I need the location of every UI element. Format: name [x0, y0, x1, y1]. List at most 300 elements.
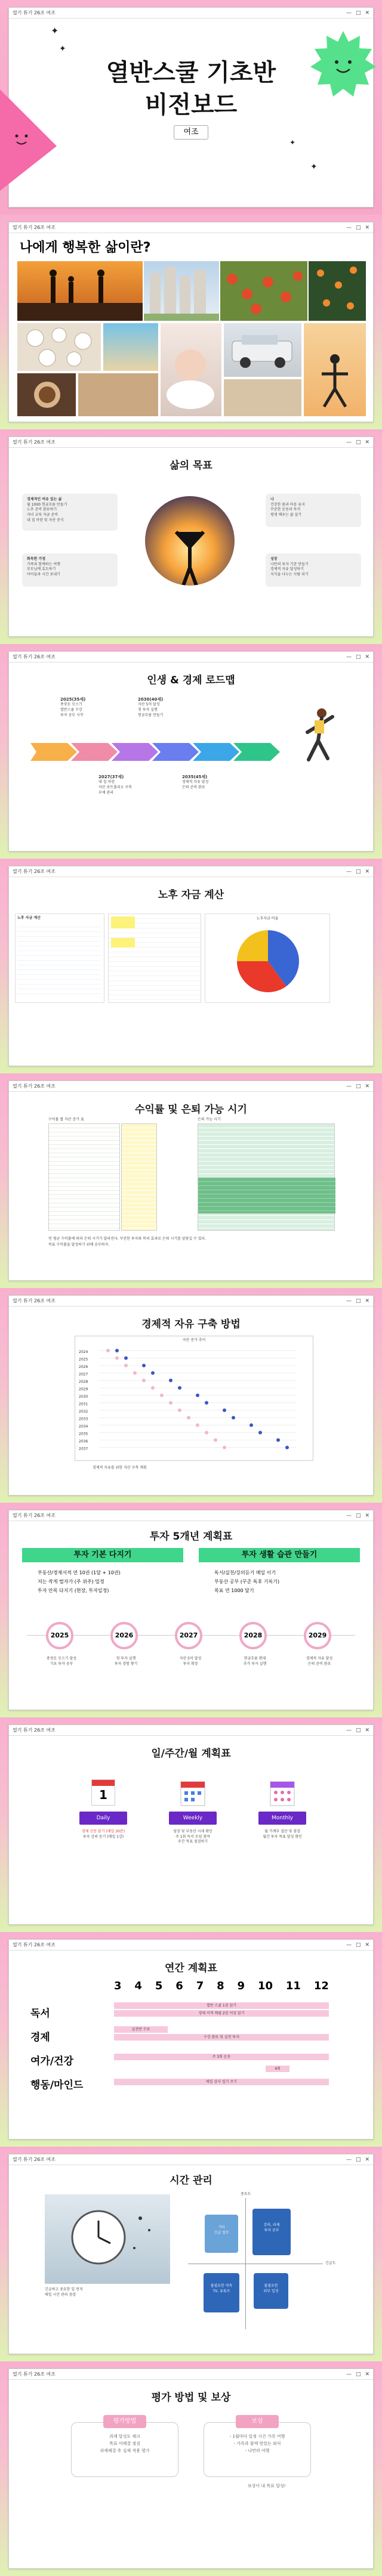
data-point	[258, 1431, 262, 1434]
plan-line: 투자 안목 다지기 (현장, 투자일정)	[38, 1588, 109, 1594]
window	[8, 1295, 374, 1496]
spreadsheet-title: 노후 자금 계산	[17, 916, 41, 920]
roadmap-line: 자산 포트폴리오 구축	[98, 785, 132, 789]
data-point	[178, 1386, 181, 1389]
month-header	[114, 1980, 329, 1992]
goal-box-me	[266, 494, 361, 527]
maximize-icon[interactable]: □	[355, 10, 361, 16]
spreadsheet-left	[15, 914, 104, 1003]
photo-cafe	[78, 373, 158, 416]
row-label: 경제	[30, 2032, 50, 2044]
sparkle-icon: ✦	[289, 138, 296, 147]
goal-line: 건강한 몸과 마음 유지	[270, 502, 305, 507]
goal-line: 가족과 함께하는 여행	[27, 562, 60, 566]
year-desc: 종잣돈 모으기 달성 기초 투자 공부	[46, 1657, 77, 1666]
close-icon[interactable]: ✕	[365, 224, 369, 231]
data-point	[151, 1371, 155, 1374]
year-desc: 현금흐름 확대 추가 투자 실행	[243, 1657, 267, 1666]
plan-line: 부동산 공부 (꾸준 독후 기록기)	[214, 1579, 280, 1585]
close-icon[interactable]: ✕	[365, 654, 369, 660]
slide-title: 인생 & 경제 로드맵	[147, 674, 235, 686]
year-tick-label: 2031	[79, 1402, 88, 1407]
year-circle	[304, 1622, 331, 1649]
photo-beach	[103, 323, 158, 371]
minimize-icon[interactable]: —	[346, 1298, 352, 1304]
roadmap-line: 투자 공부 시작	[60, 713, 84, 717]
data-point	[151, 1386, 155, 1389]
spreadsheet-retire	[198, 1123, 335, 1231]
data-point	[115, 1356, 119, 1360]
maximize-icon[interactable]: □	[355, 1727, 361, 1733]
slide-title: 투자 5개년 계획표	[149, 1531, 233, 1543]
plan-line: 저는 작게 벌자가 (주 위주) 밀정	[38, 1579, 104, 1585]
month-label: 5	[155, 1980, 163, 1992]
plan-line: 부동산/경제서적 연 10권 (1달 + 10권)	[38, 1570, 121, 1575]
gantt-bar: 주 3회 운동	[114, 2054, 329, 2060]
maximize-icon[interactable]: □	[355, 224, 361, 231]
maximize-icon[interactable]: □	[355, 1942, 361, 1948]
arrow-6	[233, 743, 280, 761]
roadmap-item	[98, 774, 132, 795]
window	[8, 651, 374, 852]
eval-head: 평가방법	[113, 2418, 137, 2425]
year-circle	[46, 1622, 73, 1649]
year-label: 2028	[244, 1631, 263, 1639]
window-title: 열기 튜기 26조 여조	[13, 1942, 56, 1948]
row-label: 독서	[30, 2008, 50, 2020]
monthly-label	[258, 1812, 306, 1825]
year-tick-label: 2024	[79, 1349, 88, 1354]
close-icon[interactable]: ✕	[365, 868, 369, 875]
arrow-1	[30, 743, 77, 761]
goal-line: 월 1000 현금흐름 만들기	[27, 502, 67, 507]
goal-line: 평생 배우는 삶 살기	[270, 513, 302, 518]
daily-desc: 경제 신문 읽기 (매일 30분) 투자 강의 듣기 (매일 1강)	[81, 1829, 125, 1839]
minimize-icon[interactable]: —	[346, 654, 352, 660]
gantt-bar: 경제 서적 매월 2권 이상 읽기	[114, 2010, 329, 2017]
maximize-icon[interactable]: □	[355, 1512, 361, 1519]
year-tick-label: 2025	[79, 1357, 88, 1362]
reward-line: - 1월마다 일정 시간 가족 여행	[229, 2434, 285, 2439]
data-point	[214, 1438, 217, 1442]
photo-coffee	[17, 373, 76, 416]
photo-caption: 긴급하고 중요한 일 먼저 매일 시간 관리 점검	[45, 2287, 83, 2297]
minimize-icon[interactable]: —	[346, 2371, 352, 2377]
window	[8, 436, 374, 637]
slide-title: 일/주간/월 계획표	[151, 1748, 231, 1760]
maximize-icon[interactable]: □	[355, 1298, 361, 1304]
window-title: 열기 튜기 26조 여조	[13, 654, 56, 660]
arrow-5	[193, 743, 239, 761]
titlebar	[9, 1725, 373, 1736]
month-label: 3	[114, 1980, 122, 1992]
titlebar	[9, 1510, 373, 1521]
slide-title: 평가 방법 및 보상	[151, 2392, 231, 2404]
gantt-bar: 열반 스쿨 1권 읽기	[114, 2002, 329, 2009]
minimize-icon[interactable]: —	[346, 1083, 352, 1089]
month-label: 7	[196, 1980, 204, 1992]
data-point	[205, 1431, 208, 1434]
subtitle: 여조	[183, 128, 199, 137]
year-desc: 경제적 자유 달성 은퇴 준비 완료	[306, 1657, 333, 1666]
slide-11	[0, 2147, 382, 2361]
goal-box-family	[22, 553, 118, 587]
goal-box-economy	[22, 494, 118, 531]
plan-col1-head	[22, 1548, 183, 1562]
roadmap-line: 종잣돈 모으기	[60, 702, 82, 707]
data-point	[169, 1401, 172, 1404]
slide-10	[0, 1932, 382, 2147]
plan-col1-body	[22, 1563, 183, 1605]
plan-col1-title: 투자 기본 다지기	[73, 1550, 132, 1559]
goal-line: 내 집 마련 및 자산 증식	[27, 518, 64, 522]
slide-title: 경제적 자유 구축 방법	[141, 1318, 241, 1330]
main-title-line1: 열반스쿨 기초반	[106, 59, 276, 86]
roadmap-item	[60, 696, 85, 718]
photo-baby	[161, 323, 221, 416]
calendar-daily-icon	[91, 1779, 115, 1806]
roadmap-year: 2035(45세)	[182, 775, 208, 779]
minimize-icon[interactable]: —	[346, 1727, 352, 1733]
year-label: 2025	[50, 1631, 69, 1639]
photo-tree	[309, 261, 366, 321]
plan-col2-body	[199, 1563, 360, 1605]
close-icon[interactable]: ✕	[365, 1727, 369, 1733]
gantt-bar: 매일 감사 일기 쓰기	[114, 2079, 329, 2085]
titlebar	[9, 1940, 373, 1950]
window-title: 열기 튜기 26조 여조	[13, 1513, 56, 1518]
year-tick-label: 2032	[79, 1409, 88, 1414]
slide-4	[0, 644, 382, 859]
eval-line: 목표 미해결 점검	[109, 2441, 140, 2446]
main-title-line2: 비전보드	[144, 91, 238, 119]
year-tick-label: 2037	[79, 1447, 88, 1451]
maximize-icon[interactable]: □	[355, 868, 361, 875]
titlebar	[9, 866, 373, 877]
year-label: 2027	[179, 1631, 198, 1639]
close-icon[interactable]: ✕	[365, 1942, 369, 1948]
data-point	[276, 1438, 280, 1442]
axis-label-importance: 중요도	[241, 2192, 251, 2196]
year-tick-label: 2035	[79, 1432, 88, 1436]
left-caption: 수익률 별 자산 증가 표	[48, 1117, 84, 1122]
roadmap-year: 2027(37세)	[98, 775, 124, 779]
data-point	[223, 1408, 226, 1412]
window	[8, 222, 374, 422]
goal-line: 나만의 투자 기준 만들기	[270, 562, 309, 566]
data-point	[124, 1364, 128, 1367]
year-label: 2029	[308, 1631, 327, 1639]
year-tick-label: 2029	[79, 1387, 88, 1392]
roadmap-line: 현금흐름 만들기	[138, 713, 164, 717]
chart-title: 노후자금 비율	[256, 917, 279, 921]
slide-title: 나에게 행복한 삶이란?	[20, 240, 151, 255]
minimize-icon[interactable]: —	[346, 439, 352, 445]
slide-6	[0, 1073, 382, 1288]
spreadsheet-middle	[108, 914, 201, 1003]
photo-suv	[224, 323, 301, 377]
close-icon[interactable]: ✕	[365, 1298, 369, 1304]
goal-head: 성장	[270, 557, 278, 561]
window	[8, 1080, 374, 1281]
gantt-bar-tag: 4회	[266, 2066, 289, 2072]
data-point	[133, 1371, 137, 1374]
slide-9	[0, 1717, 382, 1932]
daily-label-text: Daily	[96, 1815, 110, 1821]
roadmap-year: 2025(35세)	[60, 697, 86, 702]
data-point	[285, 1445, 289, 1449]
row-label: 여가/건강	[30, 2055, 73, 2067]
year-tick-label: 2030	[79, 1394, 88, 1399]
slide-5	[0, 859, 382, 1073]
roadmap-line: 내 집 마련	[98, 780, 115, 785]
titlebar	[9, 2369, 373, 2380]
roadmap-year: 2030(40세)	[138, 697, 164, 702]
roadmap-line: 경제적 자유 달성	[182, 780, 209, 785]
maximize-icon[interactable]: □	[355, 654, 361, 660]
data-point	[196, 1423, 199, 1427]
data-point	[178, 1408, 181, 1412]
month-label: 11	[285, 1980, 301, 1992]
goal-box-growth	[266, 553, 361, 587]
asset-chart-frame	[75, 1336, 313, 1461]
titlebar	[9, 1081, 373, 1092]
photo-sunset-person	[145, 496, 235, 586]
minimize-icon[interactable]: —	[346, 868, 352, 875]
goal-head: 나	[270, 497, 274, 501]
month-label: 10	[257, 1980, 273, 1992]
window-title: 열기 튜기 26조 여조	[13, 1083, 56, 1089]
titlebar	[9, 437, 373, 448]
weekly-desc: 임장 및 부동산 시세 확인 주 1회 독서 모임 참여 주간 목표 점검하기	[173, 1829, 212, 1844]
minimize-icon[interactable]: —	[346, 1942, 352, 1948]
reward-line: - 가족과 함께 맛있는 외식	[233, 2441, 281, 2446]
window-title: 열기 튜기 26조 여조	[13, 439, 56, 445]
data-point	[142, 1379, 146, 1382]
data-point	[223, 1445, 226, 1449]
maximize-icon[interactable]: □	[355, 1083, 361, 1089]
slide-7	[0, 1288, 382, 1503]
eval-line: 과제 달성도 체크	[109, 2434, 140, 2439]
year-circle	[110, 1622, 138, 1649]
calendar-monthly-icon	[269, 1778, 295, 1807]
pie-slice	[237, 930, 268, 961]
quadrant: 강의, 과제 투자 공부	[252, 2209, 291, 2255]
chart-note: 경제적 자유를 위한 자산 구축 계획	[93, 1466, 147, 1470]
data-point	[232, 1416, 235, 1419]
goal-line: 꾸준한 운동과 독서	[270, 507, 301, 512]
maximize-icon[interactable]: □	[355, 439, 361, 445]
goal-line: 부모님께 효도하기	[27, 567, 56, 572]
spreadsheet-yellow-col	[121, 1123, 157, 1231]
data-point	[160, 1394, 164, 1397]
maximize-icon[interactable]: □	[355, 2156, 361, 2163]
roadmap-line: 자산 5억 달성	[138, 702, 160, 707]
sparkle-icon: ✦	[51, 25, 59, 36]
gantt-bar: 수강 완료 및 실전 투자	[114, 2034, 329, 2041]
plan-col2-title: 투자 생활 습관 만들기	[241, 1550, 318, 1559]
slide-8	[0, 1503, 382, 1717]
roadmap-line: 열반스쿨 수강	[60, 707, 82, 712]
roadmap-line: 부채 관리	[98, 790, 114, 795]
quadrant: 기타 긴급 업무	[205, 2215, 238, 2253]
goal-head: 화목한 가정	[27, 557, 46, 561]
goal-line: 지식을 나누는 사람 되기	[270, 572, 309, 577]
note-line: 연 평균 수익률에 따라 은퇴 시기가 달라진다. 꾸준한 투자와 복리 효과로 은퇴 시기를 앞당길 수 있다.	[48, 1237, 207, 1241]
titlebar	[9, 652, 373, 662]
minimize-icon[interactable]: —	[346, 10, 352, 16]
quadrant: 불필요한 외부 일정	[254, 2273, 288, 2309]
window-title: 열기 튜기 26조 여조	[13, 225, 56, 230]
year-tick-label: 2034	[79, 1424, 88, 1429]
maximize-icon[interactable]: □	[355, 2371, 361, 2377]
weekly-label	[169, 1812, 217, 1825]
titlebar	[9, 222, 373, 233]
year-label: 2026	[115, 1631, 134, 1639]
data-point	[249, 1423, 253, 1427]
data-point	[187, 1416, 190, 1419]
year-tick-label: 2028	[79, 1379, 88, 1384]
asset-dot-chart	[75, 1343, 314, 1460]
window	[8, 1724, 374, 1925]
data-point	[196, 1394, 199, 1397]
plan-line: 독서/실천/강의듣기 매일 이기	[214, 1570, 276, 1575]
titlebar	[9, 2154, 373, 2165]
goal-line: 자녀 교육 자금 준비	[27, 513, 58, 518]
green-sun	[310, 31, 376, 97]
roadmap-item	[138, 696, 163, 718]
right-caption: 은퇴 가능 시기	[198, 1117, 221, 1122]
month-label: 4	[134, 1980, 142, 1992]
chart-frame	[205, 914, 330, 1003]
footnote: 보상이 내 목표 달성!	[248, 2484, 286, 2488]
slide-title: 삶의 목표	[170, 460, 212, 472]
reward-head-badge	[236, 2415, 279, 2428]
year-circle	[175, 1622, 202, 1649]
photo-fruit-market	[220, 261, 307, 321]
eval-line: 과제해결 후 실제 적용 평가	[100, 2448, 150, 2453]
year-tick-label: 2036	[79, 1439, 88, 1444]
arrow-4	[152, 743, 199, 761]
calendar-number: 1	[99, 1788, 107, 1802]
reward-line: - 나만의 여행	[245, 2448, 270, 2453]
weekly-label-text: Weekly	[183, 1815, 203, 1821]
window-title: 열기 튜기 26조 여조	[13, 10, 56, 16]
close-icon[interactable]: ✕	[365, 1083, 369, 1089]
window	[8, 2368, 374, 2569]
eval-head-badge	[103, 2415, 146, 2428]
data-point	[115, 1349, 119, 1352]
photo-clock	[45, 2194, 170, 2284]
runner-figure	[298, 705, 340, 776]
photo-apartments	[144, 261, 219, 321]
month-label: 6	[175, 1980, 183, 1992]
year-tick-label: 2026	[79, 1364, 88, 1369]
window-title: 열기 튜기 26조 여조	[13, 2157, 56, 2162]
close-icon[interactable]: ✕	[365, 10, 369, 16]
month-label: 12	[313, 1980, 329, 1992]
minimize-icon[interactable]: —	[346, 1512, 352, 1519]
slide-title: 연간 계획표	[164, 1962, 218, 1974]
titlebar	[9, 8, 373, 18]
month-label: 8	[217, 1980, 224, 1992]
data-point	[124, 1356, 128, 1360]
window-title: 열기 튜기 26조 여조	[13, 2371, 56, 2377]
close-icon[interactable]: ✕	[365, 2156, 369, 2163]
goal-line: 경제적 자유 달성하기	[270, 567, 304, 572]
data-point	[205, 1401, 208, 1404]
sparkle-icon: ✦	[59, 44, 66, 54]
roadmap-line: 첫 투자 실행	[138, 707, 158, 712]
photo-yoga	[304, 323, 366, 416]
window	[8, 2154, 374, 2354]
pink-triangle	[0, 89, 60, 191]
year-desc: 자산 5억 달성 투자 확장	[179, 1657, 202, 1666]
window-title: 열기 튜기 26조 여조	[13, 1298, 56, 1304]
photo-family-sunset	[17, 261, 143, 321]
close-icon[interactable]: ✕	[365, 439, 369, 445]
window	[8, 866, 374, 1066]
arrow-2	[71, 743, 118, 761]
sparkle-icon: ✦	[310, 162, 318, 172]
titlebar	[9, 1296, 373, 1306]
slide-1	[0, 0, 382, 215]
note-line: 목표 수익률을 달성하기 위해 공부하자.	[48, 1243, 110, 1247]
minimize-icon[interactable]: —	[346, 224, 352, 231]
slide-12	[0, 2361, 382, 2576]
chart-title: 자산 증가 추이	[182, 1338, 206, 1342]
minimize-icon[interactable]: —	[346, 2156, 352, 2163]
roadmap-arrows	[30, 738, 293, 766]
plan-col2-head	[199, 1548, 360, 1562]
arrow-3	[112, 743, 158, 761]
window-title: 열기 튜기 26조 여조	[13, 869, 56, 874]
row-label: 행동/마인드	[30, 2079, 84, 2091]
year-tick-label: 2027	[79, 1372, 88, 1377]
pie-chart	[205, 922, 331, 999]
subtitle-badge	[174, 125, 208, 140]
data-point	[106, 1349, 110, 1352]
photo-food	[17, 323, 101, 371]
close-icon[interactable]: ✕	[365, 2371, 369, 2377]
axis-label-urgency: 긴급도	[325, 2261, 336, 2265]
slide-title: 수익률 및 은퇴 가능 시기	[135, 1104, 247, 1116]
reward-head: 보상	[251, 2418, 263, 2425]
roadmap-item	[182, 774, 208, 791]
goal-line: 아이들과 시간 보내기	[27, 572, 60, 577]
slide-3	[0, 429, 382, 644]
window-title: 열기 튜기 26조 여조	[13, 1727, 56, 1733]
goal-head: 경제적인 여유 있는 삶	[27, 497, 62, 501]
monthly-label-text: Monthly	[271, 1815, 294, 1821]
data-point	[169, 1379, 172, 1382]
photo-meal	[224, 379, 301, 416]
year-circle	[239, 1622, 267, 1649]
slide-title: 노후 자금 계산	[158, 889, 224, 901]
year-desc: 첫 투자 실행 투자 경험 쌓기	[114, 1657, 138, 1666]
close-icon[interactable]: ✕	[365, 1512, 369, 1519]
goal-line: 노후 준비 완료하기	[27, 507, 57, 512]
year-tick-label: 2033	[79, 1417, 88, 1422]
monthly-desc: 월 가계부 결산 및 점검 월간 투자 목표 달성 확인	[263, 1829, 302, 1839]
spreadsheet-returns	[48, 1123, 120, 1231]
slide-title: 시간 관리	[170, 2175, 212, 2187]
data-point	[142, 1364, 146, 1367]
window	[8, 1939, 374, 2140]
plan-line: 목표 연 1000 달기	[214, 1588, 254, 1594]
roadmap-line: 은퇴 준비 완료	[182, 785, 205, 789]
slide-2	[0, 215, 382, 429]
